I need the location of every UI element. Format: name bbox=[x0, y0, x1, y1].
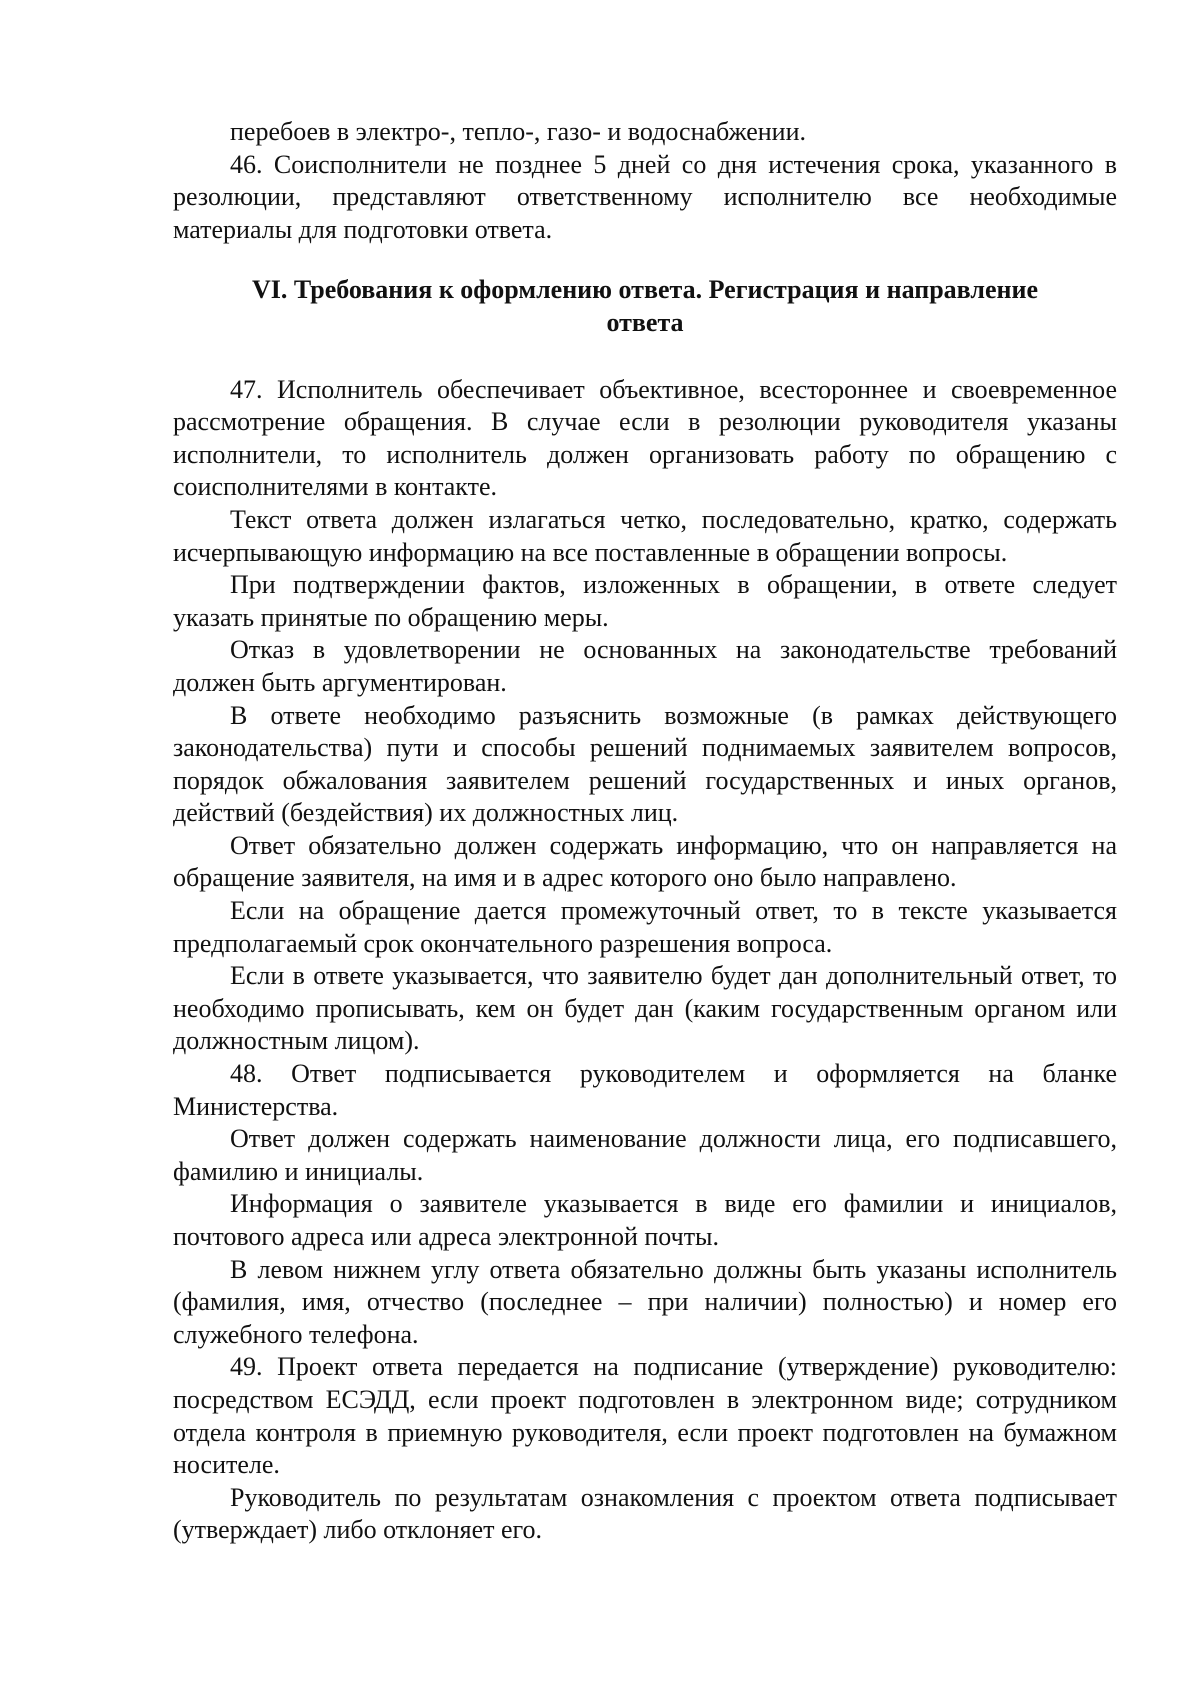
section-heading-line-1: VI. Требования к оформлению ответа. Регистрация и направление bbox=[252, 275, 1038, 305]
paragraph-49: 49. Проект ответа передается на подписание (утверждение) руководителю: посредством ЕСЭДД, если проект подготовлен в электронном виде; сотрудником отдела контроля в приемную руководителя, если проект подготовлен на бумажном носителе. bbox=[173, 1352, 1117, 1480]
paragraph-manager-decision: Руководитель по результатам ознакомления с проектом ответа подписывает (утверждает) либо отклоняет его. bbox=[173, 1482, 1117, 1545]
paragraph-signer-info: Ответ должен содержать наименование должности лица, его подписавшего, фамилию и инициалы. bbox=[173, 1124, 1117, 1186]
section-heading-line-2: ответа bbox=[606, 307, 684, 337]
section-heading-vi bbox=[173, 274, 1117, 339]
paragraph-additional-answer: Если в ответе указывается, что заявителю будет дан дополнительный ответ, то необходимо прописывать, кем он будет дан (каким государственным органом или должностным лицом). bbox=[173, 961, 1117, 1056]
paragraph-refusal: Отказ в удовлетворении не основанных на законодательстве требований должен быть аргументирован. bbox=[173, 635, 1117, 697]
paragraph-executor-info: В левом нижнем углу ответа обязательно должны быть указаны исполнитель (фамилия, имя, отчество (последнее – при наличии) полностью) и номер его служебного телефона. bbox=[173, 1254, 1117, 1349]
paragraph-interim-answer: Если на обращение дается промежуточный ответ, то в тексте указывается предполагаемый срок окончательного разрешения вопроса. bbox=[173, 896, 1117, 958]
paragraph-answer-text: Текст ответа должен излагаться четко, последовательно, кратко, содержать исчерпывающую информацию на все поставленные в обращении вопросы. bbox=[173, 504, 1117, 567]
paragraph-continuation: перебоев в электро-, тепло-, газо- и водоснабжении. bbox=[230, 117, 807, 146]
paragraph-46: 46. Соисполнители не позднее 5 дней со дня истечения срока, указанного в резолюции, представляют ответственному исполнителю все необходимые материалы для подготовки ответа. bbox=[173, 149, 1117, 244]
paragraph-answer-info: Ответ обязательно должен содержать информацию, что он направляется на обращение заявителя, на имя и в адрес которого оно было направлено. bbox=[173, 830, 1117, 893]
paragraph-applicant-info: Информация о заявителе указывается в виде его фамилии и инициалов, почтового адреса или адреса электронной почты. bbox=[173, 1189, 1117, 1251]
paragraph-48: 48. Ответ подписывается руководителем и оформляется на бланке Министерства. bbox=[173, 1059, 1117, 1121]
paragraph-47: 47. Исполнитель обеспечивает объективное, всестороннее и своевременное рассмотрение обращения. В случае если в резолюции руководителя указаны исполнители, то исполнитель должен организовать работу по обращению с соисполнителями в контакте. bbox=[173, 374, 1117, 502]
document-body bbox=[173, 116, 1117, 1547]
paragraph-explanation: В ответе необходимо разъяснить возможные (в рамках действующего законодательства) пути и способы решений поднимаемых заявителем вопросов, порядок обжалования заявителем решений государственных и иных органов, действий (бездействия) их должностных лиц. bbox=[173, 700, 1117, 828]
paragraph-facts-confirmation: При подтверждении фактов, изложенных в обращении, в ответе следует указать принятые по обращению меры. bbox=[173, 570, 1117, 632]
